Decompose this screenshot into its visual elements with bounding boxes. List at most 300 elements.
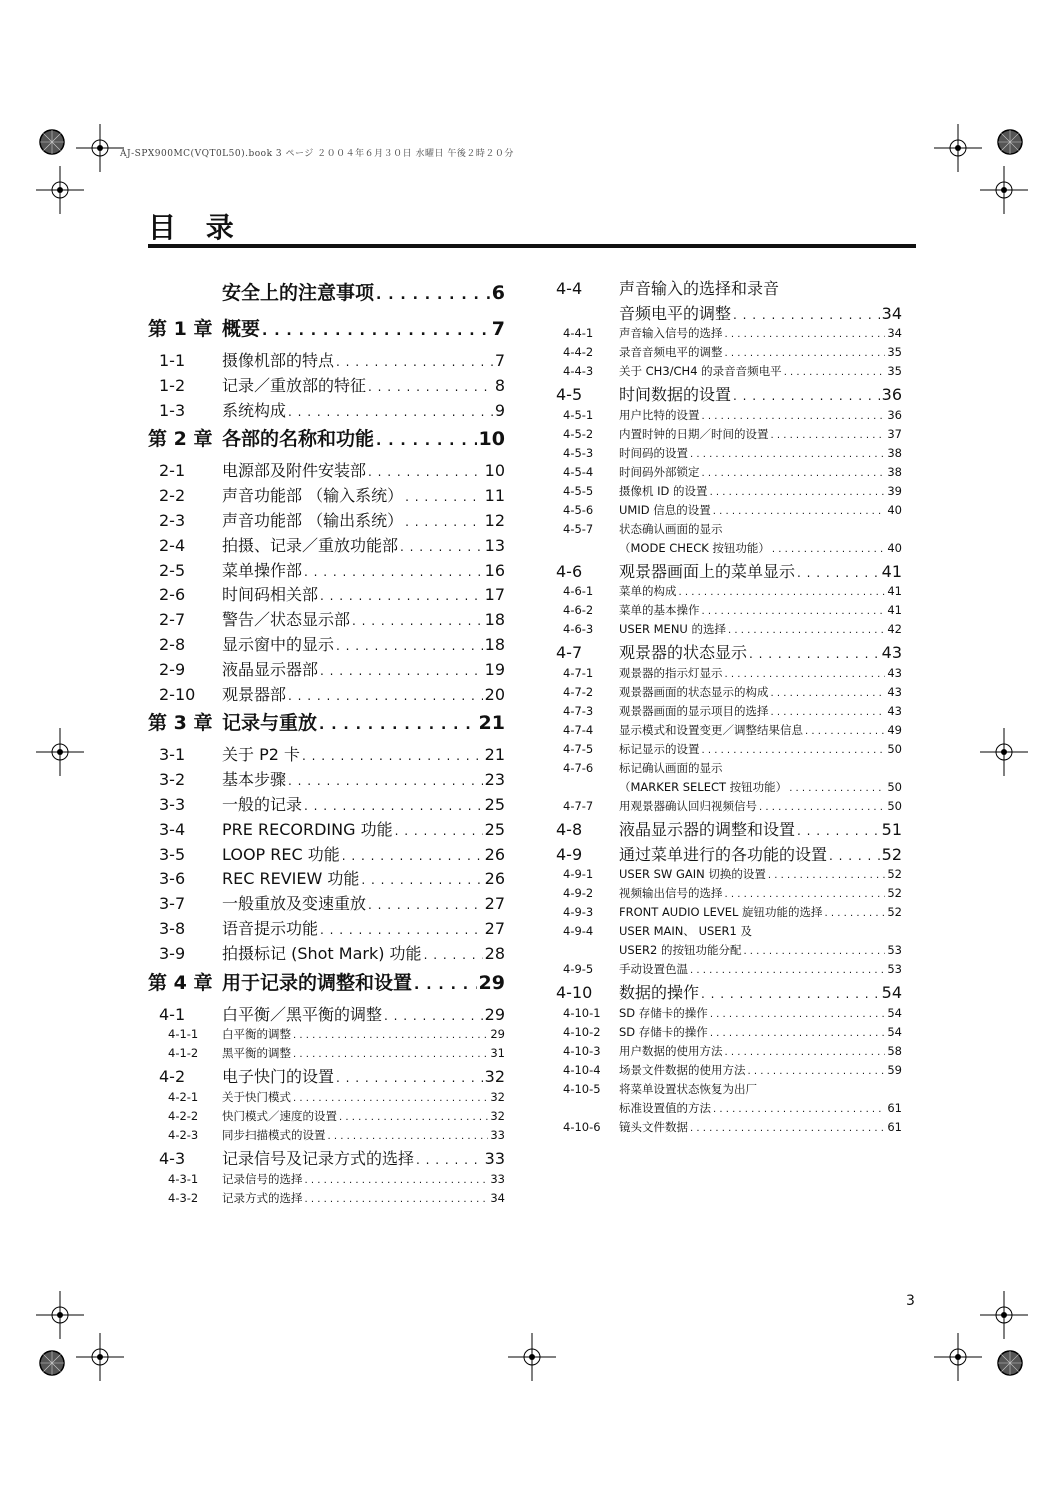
dot-leader [710,487,886,498]
toc-entry-label: 时间码相关部 [222,585,319,605]
toc-entry-page: 43 [887,684,902,699]
dot-leader [710,1009,886,1020]
toc-entry-label: 状态确认画面的显示 [619,521,723,536]
toc-entry-page: 33 [490,1171,505,1186]
toc-entry-number: 4-7-5 [563,741,594,756]
toc-entry-number: 4-6-3 [563,622,594,637]
toc-entry-label: （MODE CHECK 按钮功能） [619,540,770,555]
toc-entry [148,1045,505,1064]
crosshair-icon [980,166,1028,214]
toc-entry-number: 4-9 [556,844,583,864]
toc-entry [556,301,902,326]
toc-entry-label: 观景器的状态显示 [619,643,748,663]
toc-entry-label: 用于记录的调整和设置 [222,971,413,994]
toc-entry-label: 用户数据的使用方法 [619,1043,723,1058]
dot-leader [288,405,493,419]
toc-entry-number: 2-2 [159,486,186,506]
toc-entry-number: 4-10-3 [563,1043,601,1058]
toc-entry-page: 16 [484,560,505,580]
toc-entry-number: 4-2-2 [168,1109,199,1124]
toc-entry-number: 2-9 [159,659,186,679]
toc-entry-page: 7 [491,318,505,340]
toc-entry-number: 4-4 [556,279,583,298]
dot-leader [748,1066,886,1077]
toc-entry-number: 4-3-2 [168,1190,199,1205]
dot-leader [702,745,886,756]
toc-entry [148,842,505,867]
toc-entry [148,1146,505,1171]
toc-entry-label: 菜单操作部 [222,560,303,580]
toc-entry-label: 摄像机部的特点 [222,351,335,370]
toc-entry-label: REC REVIEW 功能 [222,869,360,889]
dot-leader [293,1093,488,1104]
toc-entry [556,583,902,602]
toc-entry [556,942,902,961]
toc-entry [148,533,505,558]
dot-leader [336,1071,483,1085]
toc-entry-page: 25 [484,819,505,839]
toc-entry-label: 记录方式的选择 [222,1190,303,1205]
toc-entry-label: 记录信号及记录方式的选择 [222,1149,415,1169]
toc-entry-page: 36 [887,407,902,422]
toc-entry-page: 26 [484,844,505,864]
dot-leader [342,849,483,863]
toc-entry-number: 4-8 [556,819,583,839]
toc-entry-page: 43 [887,703,902,718]
dot-leader [416,1153,483,1167]
toc-entry-label: 基本步骤 [222,770,287,790]
toc-entry-label: 时间码外部锁定 [619,464,700,479]
toc-entry [148,1108,505,1127]
dot-leader [725,1047,886,1058]
dot-leader [293,1030,488,1041]
toc-entry-number: 4-7 [556,643,583,663]
crosshair-icon [36,166,84,214]
star-target-icon [40,130,64,154]
toc-entry-number: 4-7-2 [563,684,594,699]
toc-entry [556,521,902,540]
toc-entry [148,1002,505,1027]
toc-entry [148,1064,505,1089]
dot-leader [368,465,483,479]
toc-entry [556,842,902,867]
toc-entry-page: 7 [494,351,505,370]
toc-entry [556,760,902,779]
toc-entry-label: 手动设置色温 [619,962,688,977]
toc-entry [556,817,902,842]
toc-entry-number: 第 1 章 [148,318,213,340]
toc-entry-page: 38 [887,445,902,460]
toc-entry [148,348,505,373]
toc-entry-number: 4-5-3 [563,445,594,460]
toc-entry-label: 白平衡／黑平衡的调整 [222,1004,383,1024]
toc-entry [556,1081,902,1100]
toc-left-column [148,276,505,1209]
toc-entry [148,657,505,682]
toc-entry-label: 记录信号的选择 [222,1171,303,1186]
toc-entry-page: 34 [881,303,902,323]
toc-entry-label: 电子快门的设置 [222,1067,335,1087]
toc-entry [148,891,505,916]
toc-entry-label: 视频输出信号的选择 [619,886,723,901]
toc-entry-label: 音频电平的调整 [619,303,732,323]
dot-leader [339,1112,488,1123]
toc-entry-number: 2-3 [159,510,186,530]
toc-entry-page: 27 [484,894,505,914]
dot-leader [772,544,885,555]
toc-entry-number: 3-4 [159,819,186,839]
toc-entry-label: 显示模式和设置变更／调整结果信息 [619,722,803,737]
toc-entry [148,941,505,966]
toc-entry-page: 11 [484,486,505,506]
toc-entry [148,558,505,583]
toc-entry-number: 4-4-3 [563,364,594,379]
toc-entry [556,741,902,760]
toc-entry-page: 10 [484,461,505,481]
toc-entry-page: 10 [478,428,505,451]
toc-entry-label: 显示窗中的显示 [222,634,335,654]
dot-leader [304,565,483,579]
dot-leader [405,490,483,504]
toc-entry [556,961,902,980]
toc-entry-page: 51 [881,819,902,839]
toc-entry [556,779,902,798]
dot-leader [376,287,490,303]
toc-entry-label: 一般重放及变速重放 [222,894,367,914]
toc-entry [148,1127,505,1146]
toc-entry [556,1119,902,1138]
dot-leader [728,625,885,636]
toc-entry-label: PRE RECORDING 功能 [222,819,393,839]
toc-entry-label: 观景器画面的显示项目的选择 [619,703,769,718]
toc-entry-page: 54 [887,1005,902,1020]
dot-leader [319,717,477,733]
toc-entry-label: 黑平衡的调整 [222,1046,291,1061]
toc-entry [148,373,505,398]
toc-entry [148,1190,505,1209]
dot-leader [702,606,886,617]
toc-entry-page: 61 [887,1100,902,1115]
dot-leader [733,389,880,403]
star-target-icon [40,1351,64,1375]
toc-entry-label: 关于快门模式 [222,1090,291,1105]
dot-leader [304,799,483,813]
toc-entry-page: 8 [494,375,505,395]
title-rule [148,244,916,248]
dot-leader [789,783,885,794]
dot-leader [771,707,886,718]
toc-entry-page: 50 [887,798,902,813]
toc-entry-number: 4-5-1 [563,407,594,422]
toc-entry-label: USER SW GAIN 切换的设置 [619,867,766,882]
toc-entry-number: 2-1 [159,461,186,481]
toc-entry-label: 安全上的注意事项 [222,282,375,304]
toc-entry [556,640,902,665]
crosshair-icon [980,1291,1028,1339]
toc-entry-number: 2-10 [159,684,196,704]
toc-entry-label: 用户比特的设置 [619,407,700,422]
toc-entry-number: 1-3 [159,400,186,420]
toc-entry [556,722,902,741]
dot-leader [733,308,880,322]
toc-entry-number: 4-2-1 [168,1090,199,1105]
toc-entry-label: 记录／重放部的特征 [222,375,367,395]
toc-entry [148,312,505,348]
toc-entry-label: 数据的操作 [619,983,700,1003]
toc-entry [556,885,902,904]
toc-entry-label: 白平衡的调整 [222,1027,291,1042]
dot-leader [805,726,885,737]
toc-entry-number: 2-4 [159,535,186,555]
toc-entry-page: 53 [887,943,902,958]
toc-entry [148,276,505,312]
toc-entry-page: 21 [484,745,505,765]
file-header: AJ-SPX900MC(VQT0L50).book 3 ページ ２００４年６月３０日 水曜日 午後２時２０分 [120,149,514,159]
toc-entry-number: 3-6 [159,869,186,889]
toc-entry-page: 53 [887,962,902,977]
toc-entry [148,706,505,742]
toc-entry [148,508,505,533]
toc-entry-label: 时间数据的设置 [619,385,732,405]
toc-entry [148,607,505,632]
crosshair-icon [76,124,124,172]
dot-leader [690,965,885,976]
toc-entry-page: 12 [484,510,505,530]
toc-entry-number: 4-7-7 [563,798,594,813]
toc-entry-page: 52 [887,905,902,920]
toc-entry-label: 用观景器确认回归视频信号 [619,798,757,813]
toc-entry-page: 35 [887,345,902,360]
toc-entry-page: 42 [887,622,902,637]
dot-leader [336,355,493,369]
toc-entry-page: 13 [484,535,505,555]
crosshair-icon [934,1333,982,1381]
toc-entry-page: 31 [490,1046,505,1061]
crosshair-icon [508,1333,556,1381]
toc-entry-page: 54 [887,1024,902,1039]
toc-entry-number: 4-10-6 [563,1119,601,1134]
toc-entry-label: 场景文件数据的使用方法 [619,1062,746,1077]
toc-entry-label: 语音提示功能 [222,918,319,938]
star-target-icon [998,130,1022,154]
toc-entry-number: 4-1 [159,1004,186,1024]
toc-entry-number: 4-1-2 [168,1046,199,1061]
dot-leader [405,515,483,529]
toc-entry-label: 关于 CH3/CH4 的录音音频电平 [619,364,782,379]
toc-entry-page: 29 [484,1004,505,1024]
page-title: 目 录 [148,211,244,244]
toc-entry [556,276,902,301]
toc-entry [556,483,902,502]
dot-leader [302,749,483,763]
toc-entry-number: 4-5-7 [563,521,594,536]
toc-entry [556,502,902,521]
toc-entry-label: 各部的名称和功能 [222,428,375,451]
toc-entry-number: 4-5-6 [563,502,594,517]
dot-leader [293,1049,488,1060]
dot-leader [395,824,483,838]
toc-entry-page: 19 [484,659,505,679]
dot-leader [710,1028,886,1039]
toc-entry-label: 电源部及附件安装部 [222,461,367,481]
toc-entry [148,966,505,1002]
dot-leader [690,449,885,460]
toc-entry-number: 4-10 [556,983,593,1003]
dot-leader [368,898,483,912]
toc-entry-number: 4-1-1 [168,1027,199,1042]
toc-entry-number: 2-6 [159,585,186,605]
toc-entry-label: SD 存储卡的操作 [619,1005,708,1020]
toc-entry-label: 声音功能部 （输入系统） [222,486,404,506]
toc-entry-page: 32 [484,1067,505,1087]
toc-entry-label: 观景器的指示灯显示 [619,665,723,680]
toc-entry-number: 4-7-4 [563,722,594,737]
toc-entry-page: 43 [887,665,902,680]
toc-entry [556,344,902,363]
toc-entry-page: 32 [490,1109,505,1124]
dot-leader [384,1009,483,1023]
toc-entry [556,1062,902,1081]
toc-entry [556,559,902,584]
dot-leader [759,802,885,813]
crosshair-icon [934,124,982,172]
toc-entry-label: 时间码的设置 [619,445,688,460]
toc-entry-label: 标记确认画面的显示 [619,760,723,775]
crosshair-icon [36,728,84,776]
toc-entry-label: 快门模式／速度的设置 [222,1109,337,1124]
toc-entry-number: 4-9-4 [563,924,594,939]
toc-right-column [556,276,902,1138]
toc-entry-number: 4-6 [556,561,583,581]
toc-entry-number: 4-4-1 [563,326,594,341]
toc-entry [148,458,505,483]
dot-leader [288,774,483,788]
dot-leader [713,506,886,517]
toc-entry-page: 39 [887,483,902,498]
toc-entry-number: 4-7-3 [563,703,594,718]
toc-entry-number: 3-3 [159,794,186,814]
toc-entry-number: 4-7-6 [563,760,594,775]
toc-entry-number: 4-10-4 [563,1062,601,1077]
toc-entry-page: 26 [484,869,505,889]
toc-entry [556,980,902,1005]
crosshair-icon [36,1291,84,1339]
toc-entry [148,742,505,767]
toc-entry-label: （MARKER SELECT 按钮功能） [619,779,788,794]
toc-entry-number: 第 4 章 [148,971,213,994]
toc-entry [556,1005,902,1024]
toc-entry [556,684,902,703]
toc-entry-label: 通过菜单进行的各功能的设置 [619,844,828,864]
toc-entry [148,767,505,792]
toc-entry-page: 33 [490,1128,505,1143]
toc-entry-page: 29 [478,971,505,994]
toc-entry [556,363,902,382]
toc-entry-page: 35 [887,364,902,379]
dot-leader [361,873,482,887]
toc-entry-page: 38 [887,464,902,479]
toc-entry-page: 52 [881,844,902,864]
toc-entry-number: 4-7-1 [563,665,594,680]
toc-entry-label: 系统构成 [222,400,287,420]
toc-entry-label: 声音输入信号的选择 [619,326,723,341]
dot-leader [368,380,493,394]
toc-entry-number: 3-5 [159,844,186,864]
toc-entry-label: 菜单的构成 [619,584,677,599]
toc-entry-label: 液晶显示器的调整和设置 [619,819,796,839]
toc-entry-number: 4-9-3 [563,905,594,920]
toc-entry [556,665,902,684]
toc-entry-page: 41 [887,603,902,618]
toc-entry-label: 记录与重放 [222,712,318,735]
dot-leader [320,589,483,603]
dot-leader [713,1104,885,1115]
toc-entry-number: 4-5 [556,385,583,405]
toc-entry-page: 28 [484,943,505,963]
toc-entry-page: 61 [887,1119,902,1134]
star-target-icon [998,1351,1022,1375]
toc-entry-number: 3-1 [159,745,186,765]
toc-entry [556,445,902,464]
toc-entry [148,866,505,891]
toc-entry [556,1043,902,1062]
toc-entry-number: 2-7 [159,610,186,630]
toc-entry-label: 标记显示的设置 [619,741,700,756]
toc-entry-label: UMID 信息的设置 [619,502,711,517]
toc-entry-number: 4-6-2 [563,603,594,618]
dot-leader [825,908,886,919]
dot-leader [701,987,880,1001]
dot-leader [702,411,886,422]
toc-entry [556,1024,902,1043]
toc-entry-label: 概要 [222,318,261,340]
toc-entry-label: 摄像机 ID 的设置 [619,483,708,498]
toc-entry-label: 拍摄、记录／重放功能部 [222,535,399,555]
toc-entry [148,1171,505,1190]
page-number: 3 [906,1293,915,1309]
dot-leader [725,889,886,900]
toc-entry [148,916,505,941]
dot-leader [320,664,483,678]
toc-entry-page: 32 [490,1090,505,1105]
toc-entry-label: 镜头文件数据 [619,1119,688,1134]
toc-entry-page: 58 [887,1043,902,1058]
toc-entry [556,325,902,344]
toc-entry-label: LOOP REC 功能 [222,844,340,864]
dot-leader [424,948,483,962]
toc-entry-page: 6 [491,282,505,304]
toc-entry-page: 52 [887,867,902,882]
dot-leader [400,540,483,554]
toc-entry [148,682,505,707]
dot-leader [414,977,477,993]
toc-entry-page: 23 [484,770,505,790]
dot-leader [797,824,880,838]
toc-entry-number: 4-9-1 [563,867,594,882]
toc-entry-number: 4-9-2 [563,886,594,901]
toc-entry-page: 40 [887,540,902,555]
toc-entry-number: 3-9 [159,943,186,963]
toc-entry [148,483,505,508]
crosshair-icon [76,1333,124,1381]
toc-entry-number: 4-5-5 [563,483,594,498]
toc-entry [556,426,902,445]
toc-entry-label: 观景器画面的状态显示的构成 [619,684,769,699]
toc-entry [148,582,505,607]
toc-entry-number: 第 3 章 [148,712,213,735]
toc-entry-number: 3-7 [159,894,186,914]
toc-entry [148,632,505,657]
